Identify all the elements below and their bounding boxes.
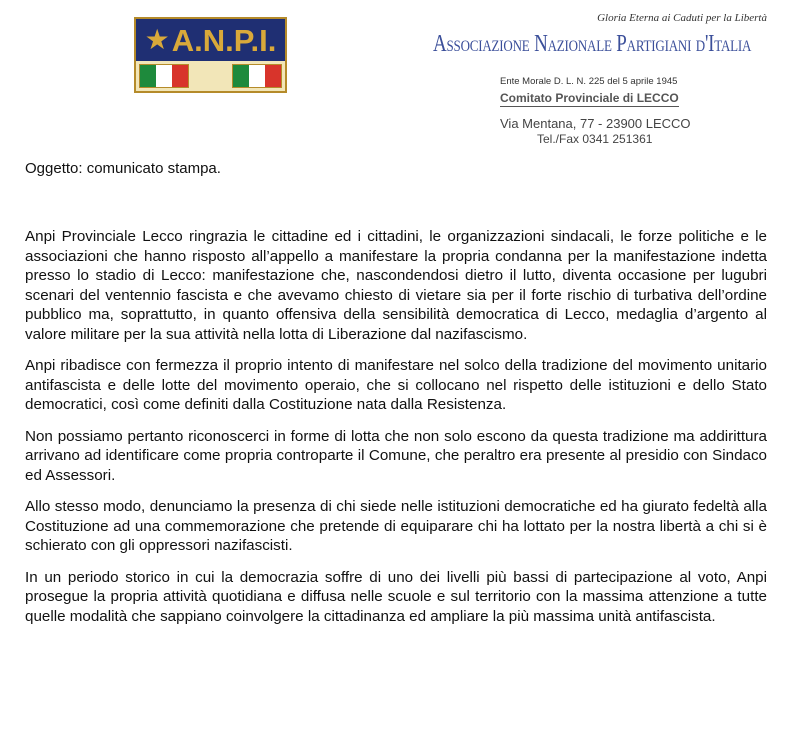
italian-flag-icon xyxy=(139,64,189,88)
paragraph: In un periodo storico in cui la democrazia soffre di uno dei livelli più bassi di partecipazione al voto, Anpi prosegue la propria attività quotidiana e diffusa nelle scuole e sul territorio con la massima attenzione a tutte quelle modalità che sappiano coinvolgere la cittadinanza ed ampliare la più massima unità antifascista. xyxy=(25,568,767,625)
logo-flags xyxy=(136,61,285,91)
paragraph: Allo stesso modo, denunciamo la presenza di chi siede nelle istituzioni democratiche ed ha giurato fedeltà alla Costituzione ad una commemorazione che pretende di equiparare chi ha lottato per la nostra libertà a chi si è schierato con gli oppressori nazifascisti. xyxy=(25,498,767,554)
subject-line: Oggetto: comunicato stampa. xyxy=(25,160,221,177)
letterhead-motto: Gloria Eterna ai Caduti per la Libertà xyxy=(597,12,767,24)
address: Via Mentana, 77 - 23900 LECCO xyxy=(500,116,691,131)
organization-name: Associazione Nazionale Partigiani d'Italia xyxy=(433,31,752,58)
star-icon: ★ xyxy=(144,23,170,56)
logo-text: A.N.P.I. xyxy=(171,22,277,58)
anpi-logo xyxy=(134,17,287,93)
paragraph: Non possiamo pertanto riconoscerci in forme di lotta che non solo escono da questa tradizione ma addirittura arrivano ad identificare come propria controparte il Comune, che peraltro era presente al presidio con Sindaco ed Assessori. xyxy=(25,427,767,484)
paragraph: Anpi ribadisce con fermezza il proprio intento di manifestare nel solco della tradizione del movimento unitario antifascista e delle lotte del movimento operaio, che si collocano nel rispetto delle istituzioni e dello Stato democratici, così come definiti dalla Costituzione nata dalla Resistenza. xyxy=(25,357,767,413)
phone-fax: Tel./Fax 0341 251361 xyxy=(537,132,653,146)
italian-flag-icon xyxy=(232,64,282,88)
paragraph: Anpi Provinciale Lecco ringrazia le cittadine ed i cittadini, le organizzazioni sindacali, le forze politiche e le associazioni che hanno risposto all’appello a manifestare la propria condanna per la manifestazione indetta presso lo stadio di Lecco: manifestazione che, nascondendosi dietro il lutto, diventa occasione per lugubri scenari del ventennio fascista e che avevamo chiesto di vietare sia per il forte rischio di turbativa dell’ordine pubblico ma, soprattutto, in quanto offensiva della sensibilità democratica di Lecco, medaglia d’argento al valore militare per la sua attività nella lotta di Liberazione dal nazifascismo. xyxy=(25,228,767,343)
legal-status: Ente Morale D. L. N. 225 del 5 aprile 1945 xyxy=(500,76,678,87)
committee-name: Comitato Provinciale di LECCO xyxy=(500,91,679,105)
logo-banner xyxy=(136,19,285,61)
press-release-body xyxy=(25,227,767,638)
